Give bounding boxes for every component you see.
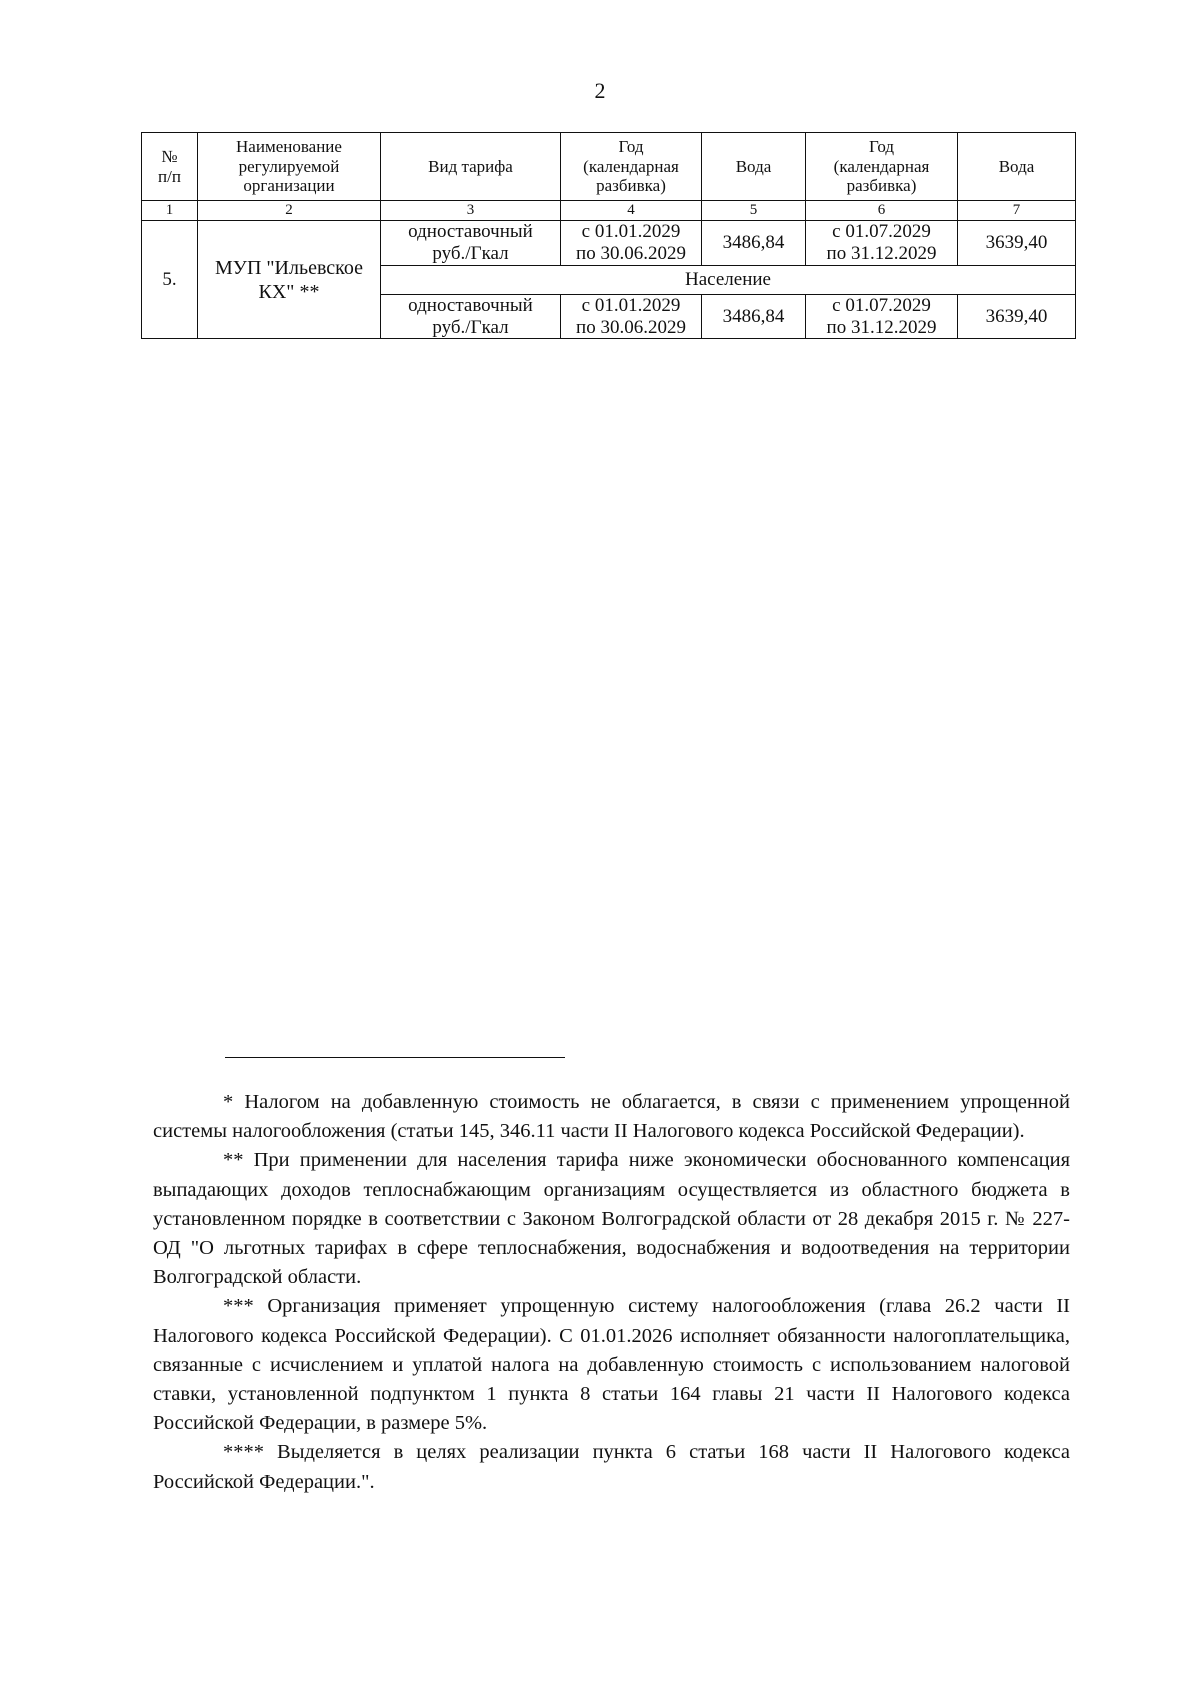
period-second-half: с 01.07.2029 по 31.12.2029 [806,294,958,339]
column-number: 5 [702,201,806,221]
column-number: 1 [142,201,198,221]
period-first-half: с 01.01.2029 по 30.06.2029 [561,294,702,339]
header-cell: Год (календарная разбивка) [561,133,702,201]
water-value-second-half: 3639,40 [958,294,1076,339]
table-header-row [142,133,1076,201]
header-cell: Вода [702,133,806,201]
column-number: 4 [561,201,702,221]
footnote: ** При применении для населения тарифа ниже экономически обоснованного компенсация выпадающих доходов теплоснабжающим организациям осуществляется из областного бюджета в установленном порядке в соответствии с Законом Волгоградской области от 28 декабря 2015 г. № 227-ОД "О льготных тарифах в сфере теплоснабжения, водоснабжения и водоотведения на территории Волгоградской области. [153,1149,1070,1289]
period-first-half: с 01.01.2029 по 30.06.2029 [561,221,702,266]
tariff-type: одноставочный руб./Гкал [381,294,561,339]
row-number: 5. [142,221,198,339]
column-number-row [142,201,1076,221]
column-number: 2 [198,201,381,221]
water-value-second-half: 3639,40 [958,221,1076,266]
header-cell: Вода [958,133,1076,201]
table-row [142,221,1076,266]
footnote-divider [225,1057,565,1058]
header-cell: Наименование регулируемой организации [198,133,381,201]
period-second-half: с 01.07.2029 по 31.12.2029 [806,221,958,266]
tariff-type: одноставочный руб./Гкал [381,221,561,266]
column-number: 7 [958,201,1076,221]
water-value-first-half: 3486,84 [702,294,806,339]
header-cell: Год (календарная разбивка) [806,133,958,201]
organization-name: МУП "Ильевское КХ" ** [198,221,381,339]
footnotes [153,1088,1070,1497]
column-number: 3 [381,201,561,221]
page-number: 2 [594,78,606,103]
header-cell: № п/п [142,133,198,201]
footnote: * Налогом на добавленную стоимость не облагается, в связи с применением упрощенной системы налогообложения (статьи 145, 346.11 части II Налогового кодекса Российской Федерации). [153,1091,1070,1143]
header-cell: Вид тарифа [381,133,561,201]
population-label: Население [381,265,1076,294]
column-number: 6 [806,201,958,221]
footnote: *** Организация применяет упрощенную систему налогообложения (глава 26.2 части II Налогового кодекса Российской Федерации). С 01.01.2026 исполняет обязанности налогоплательщика, связанные с исчислением и уплатой налога на добавленную стоимость с использованием налоговой ставки, установленной подпунктом 1 пункта 8 статьи 164 главы 21 части II Налогового кодекса Российской Федерации, в размере 5%. [153,1295,1070,1435]
water-value-first-half: 3486,84 [702,221,806,266]
footnote: **** Выделяется в целях реализации пункта 6 статьи 168 части II Налогового кодекса Российской Федерации.". [153,1441,1070,1493]
tariff-table [141,132,1076,339]
